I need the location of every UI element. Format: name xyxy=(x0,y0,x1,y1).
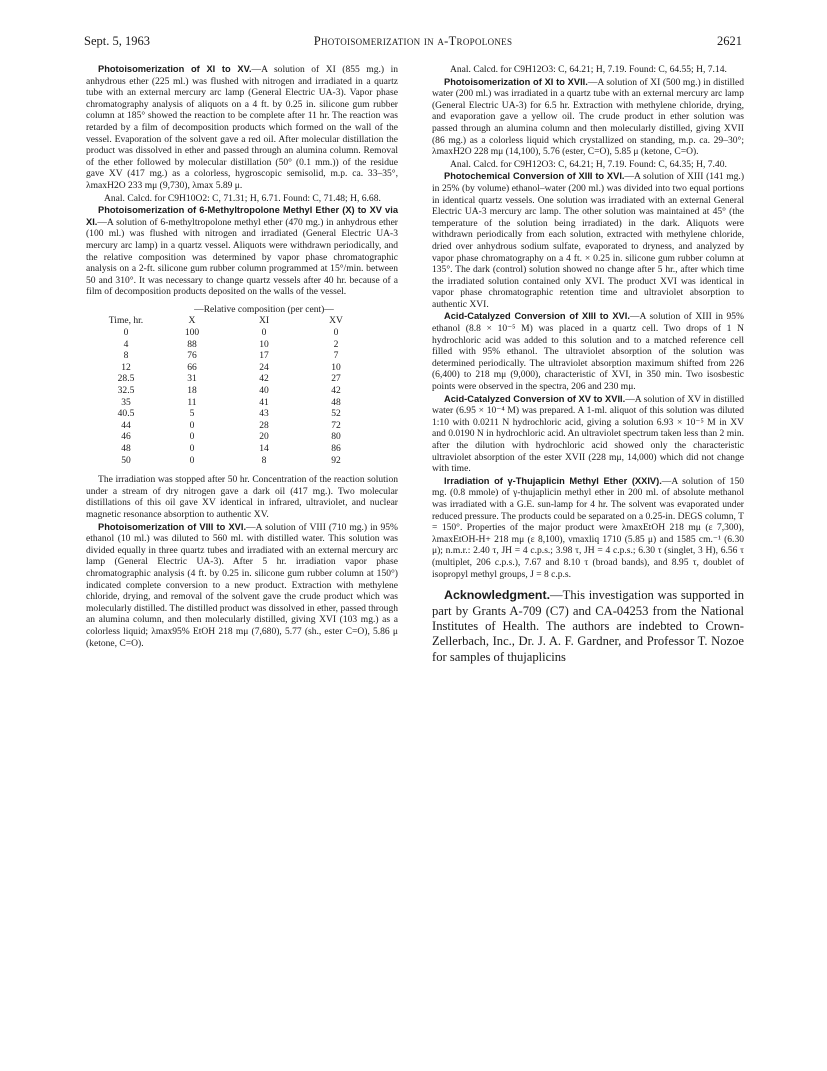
paragraph-body: —A solution of VIII (710 mg.) in 95% ethanol (10 ml.) was diluted to 560 ml. with distilled water. This solution was divided equally in three quartz tubes and irradiated with an external mercury arc lamp (General Electric UA-3). After 5 hr. irradiation vapor phase chromatographic analysis (4 ft. by 0.25 in. silicone gum rubber column at 150°) indicated complete conversion to a new product. Extraction with methylene chloride, drying, and removal of the solvent gave the crude product which was molecularly distilled. The distilled product was dissolved in ether, passed through an alumina column, and then molecularly distilled, giving XVI (103 mg.) as a colorless liquid; λmax95% EtOH 218 mμ (7,680), 5.77 (sh., ester C=O), 5.86 μ (ketone, C=O). xyxy=(86,521,398,649)
paragraph-body: —A solution of XI (500 mg.) in distilled water (200 ml.) was irradiated in a quartz tube with an external mercury arc lamp (General Electric UA-3) for 6.5 hr. Extraction with methylene chloride, drying, and evaporation gave a yellow oil. The crude product in ether solution was passed through an alumina column and then molecularly distilled, giving XVII (86 mg.) as a colorless liquid which crystallized on standing, m.p. ca. 29–30°; λmaxH2O 228 mμ (14,100), 5.76 (ester, C=O), 5.85 μ (ketone, C=O). xyxy=(432,76,744,158)
section-heading: Acid-Catalyzed Conversion of XIII to XVI. xyxy=(444,311,630,322)
running-header xyxy=(84,34,742,50)
table-cell: 44 xyxy=(121,419,131,431)
paragraph-xi-to-xvii xyxy=(432,77,744,158)
paragraph-xiii-to-xvi-photochemical xyxy=(432,171,744,310)
table-cell: 43 xyxy=(259,408,269,420)
table-cell: 46 xyxy=(121,431,131,443)
table-header: Time, hr. xyxy=(108,315,144,327)
table-cell: 0 xyxy=(333,327,339,339)
table-cell: 86 xyxy=(331,443,341,454)
header-page-number: 2621 xyxy=(717,34,742,48)
table-cell: 42 xyxy=(331,385,341,397)
table-header: X xyxy=(188,315,196,327)
table-cell: 0 xyxy=(189,419,195,431)
table-cell: 20 xyxy=(259,431,269,443)
table-cell: 11 xyxy=(187,396,197,408)
right-column xyxy=(432,64,744,665)
composition-table xyxy=(96,304,372,466)
acknowledgment xyxy=(432,588,744,665)
table-row xyxy=(96,455,372,467)
table-cell: 5 xyxy=(189,408,195,420)
section-heading: Acid-Catalyzed Conversion of XV to XVII. xyxy=(444,393,626,404)
table-cell: 14 xyxy=(259,443,269,454)
table-row xyxy=(96,408,372,420)
table-cell: 4 xyxy=(123,338,129,350)
paragraph-body: —A solution of XIII in 95% ethanol (8.8 × 10⁻⁵ M) was placed in a quartz cell. Two drops of 1 N hydrochloric acid was added to this solution and to a matched reference cell filled with 95% ethanol. The ultraviolet absorption of the solution was determined periodically. The ultraviolet absorption maximum shifted from 226 (6,400) to 218 mμ (9,000), characteristic of XVI, in 350 min. Two isosbestic points were observed in the spectra, 206 and 230 mμ. xyxy=(432,311,744,393)
table-cell: 0 xyxy=(189,431,195,443)
table-row xyxy=(96,385,372,397)
table-row xyxy=(96,350,372,362)
table-cell: 50 xyxy=(121,454,131,466)
section-heading: Photoisomerization of 6-Methyltropolone Methyl Ether (X) to XV via XI. xyxy=(86,205,398,227)
left-column xyxy=(86,64,398,649)
paragraph-body: —A solution of XI (855 mg.) in anhydrous ether (225 ml.) was flushed with nitrogen and irradiated in a quartz tube with an external mercury arc lamp (General Electric UA-3). Vapor phase chromatography analysis of aliquots on a 4 ft. by 0.25 in. silicone gum rubber column at 185° showed the reaction to be complete after 11 hr. The reaction was retarded by a film of decomposition products which formed on the wall of the vessel. Evaporation of the solvent gave a red oil. After molecular distillation the product was dissolved in ether and passed through an alumina column. Removal of the ether followed by molecular distillation (50° (0.1 mm.)) of the residue gave XV (417 mg.) as a colorless, hygroscopic semisolid, m.p. ca. 33–35°, λmaxH2O 233 mμ (9,730), λmax 5.89 μ. xyxy=(86,64,398,191)
table-cell: 100 xyxy=(184,327,200,339)
table-cell: 28 xyxy=(259,419,269,431)
table-cell: 17 xyxy=(259,350,269,362)
table-cell: 31 xyxy=(187,373,197,385)
header-date: Sept. 5, 1963 xyxy=(84,34,150,48)
section-heading: Irradiation of γ-Thujaplicin Methyl Ether (XXIV). xyxy=(444,475,662,486)
paragraph-thujaplicin-irradiation xyxy=(432,476,744,580)
acknowledgment-body: —This investigation was supported in part by Grants A-709 (C7) and CA-04253 from the National Institutes of Health. The authors are indebted to Crown-Zellerbach, Inc., Dr. J. A. F. Gardner, and Professor T. Nozoe for samples of thujaplicins xyxy=(432,588,744,664)
table-cell: 88 xyxy=(187,338,197,350)
table-cell: 8 xyxy=(123,350,129,362)
table-cell: 35 xyxy=(121,396,131,408)
section-heading: Photoisomerization of XI to XVII. xyxy=(444,76,588,87)
paragraph-irradiation-stopped: The irradiation was stopped after 50 hr. Concentration of the reaction solution under a stream of dry nitrogen gave a dark oil (417 mg.). Two molecular distillations of this oil gave XV identical in infrared, ultraviolet, and nuclear magnetic resonance absorption to authentic XV. xyxy=(86,474,398,520)
table-cell: 42 xyxy=(259,373,269,385)
section-heading: Photochemical Conversion of XIII to XVI. xyxy=(444,171,625,182)
paragraph-body: —A solution of 6-methyltropolone methyl ether (470 mg.) in anhydrous ether (100 ml.) was flushed with nitrogen and irradiated (General Electric UA-3 mercury arc lamp) in a quartz vessel. Aliquots were withdrawn periodically, and the relative composition was determined by vapor phase chromatographic analysis on a 2-ft. silicone gum rubber column programmed at 15°/min. between 50 and 310°. It was necessary to change quartz vessels after 40 hr. because of a film of decomposition products deposited on the walls of the vessel. xyxy=(86,216,398,298)
section-heading: Photoisomerization of VIII to XVI. xyxy=(98,521,247,532)
paragraph-xi-to-xv xyxy=(86,64,398,192)
paragraph-viii-to-xvi xyxy=(86,522,398,650)
section-heading: Photoisomerization of XI to XV. xyxy=(98,64,252,74)
table-cell: 40 xyxy=(259,385,269,397)
acknowledgment-heading: Acknowledgment. xyxy=(444,588,551,603)
table-cell: 2 xyxy=(333,338,339,350)
table-cell: 66 xyxy=(187,361,197,373)
table-cell: 0 xyxy=(123,327,129,339)
table-header: XI xyxy=(258,315,270,327)
analysis-line: Anal. Calcd. for C9H12O3: C, 64.21; H, 7.19. Found: C, 64.35; H, 7.40. xyxy=(450,158,727,170)
paragraph-body: —A solution of 150 mg. (0.8 mmole) of γ-thujaplicin methyl ether in 200 ml. of absolute methanol was irradiated with a G.E. sun-lamp for 4 hr. The solvent was evaporated under reduced pressure. The products could be separated on a 0.25-in. DEGS column, T = 150°. Properties of the major product were λmaxEtOH 218 mμ (ε 7,300), λmaxEtOH-H+ 218 mμ (ε 8,100), νmaxliq 1710 (5.85 μ) and 1585 cm.⁻¹ (6.30 μ); n.m.r.: 2.40 τ, JH = 4 c.p.s.; 3.98 τ, JH = 4 c.p.s.; 6.30 τ (singlet, 3 H), 6.56 τ (multiplet, 206 c.p.s.), 7.67 and 8.10 τ (broad bands), and 8.95 τ, doublet of isopropyl methyl groups, J = 8 c.p.s. xyxy=(432,475,744,580)
table-cell: 72 xyxy=(331,419,341,431)
table-group-header: —Relative composition (per cent)— xyxy=(194,303,334,315)
table-row xyxy=(96,327,372,339)
header-title: Photoisomerization in α-Tropolones xyxy=(313,34,513,48)
table-row xyxy=(96,397,372,409)
table-cell: 40.5 xyxy=(117,408,135,420)
table-cell: 24 xyxy=(259,361,269,373)
table-cell: 7 xyxy=(333,350,339,362)
table-cell: 8 xyxy=(261,454,267,466)
paragraph-body: —A solution of XIII (141 mg.) in 25% (by volume) ethanol–water (200 ml.) was divided into two equal portions in identical quartz vessels. One solution was irradiated with an external General Electric UA-3 mercury arc lamp. The other solution was maintained at 45° (the temperature of the solution being irradiated) in the dark. Aliquots were withdrawn periodically from each solution, extracted with methylene chloride, dried over anhydrous sodium sulfate, evaporated to dryness, and analyzed by vapor phase chromatography on a 4 ft. × 0.25 in. silicone gum rubber column at 135°. The dark (control) solution showed no change after 5 hr., after which time the irradiated solution contained only XVI. The product XVI was identical in vapor phase chromatographic retention time and ultraviolet absorption to authentic XVI. xyxy=(432,171,744,310)
table-header: XV xyxy=(329,315,343,327)
table-cell: 48 xyxy=(121,443,131,454)
table-cell: 0 xyxy=(189,454,195,466)
table-cell: 10 xyxy=(331,361,341,373)
table-row xyxy=(96,420,372,432)
table-cell: 76 xyxy=(187,350,197,362)
paragraph-xiii-to-xvi-acid xyxy=(432,311,744,392)
table-cell: 80 xyxy=(331,431,341,443)
analysis-line: Anal. Calcd. for C9H12O3: C, 64.21; H, 7.19. Found: C, 64.55; H, 7.14. xyxy=(450,64,727,75)
table-cell: 28.5 xyxy=(117,373,135,385)
table-cell: 92 xyxy=(331,454,341,466)
paragraph-body: —A solution of XV in distilled water (6.95 × 10⁻⁴ M) was prepared. A 1-ml. aliquot of this solution was diluted 1:10 with 0.0211 N hydrochloric acid, giving a solution 6.93 × 10⁻⁵ M in XV and 0.0190 N in hydrochloric acid. An ultraviolet spectrum taken less than 2 min. after the dilution with hydrochloric acid showed only the characteristic ultraviolet absorption of the ester XVII (228 mμ, 14,000) which did not change with time. xyxy=(432,393,744,475)
table-cell: 27 xyxy=(331,373,341,385)
table-body xyxy=(96,327,372,466)
table-cell: 0 xyxy=(261,327,267,339)
paragraph-xv-to-xvii-acid xyxy=(432,394,744,475)
table-cell: 12 xyxy=(121,361,131,373)
table-row xyxy=(96,339,372,351)
table-row xyxy=(96,431,372,443)
table-cell: 18 xyxy=(187,385,197,397)
table-cell: 10 xyxy=(259,338,269,350)
table-cell: 0 xyxy=(189,443,195,454)
paragraph-x-to-xv xyxy=(86,205,398,298)
analysis-line: Anal. Calcd. for C9H10O2: C, 71.31; H, 6.71. Found: C, 71.48; H, 6.68. xyxy=(104,192,381,204)
table-cell: 52 xyxy=(331,408,341,420)
table-row xyxy=(96,362,372,374)
table-row xyxy=(96,443,372,455)
table-cell: 41 xyxy=(259,396,269,408)
table-cell: 48 xyxy=(331,396,341,408)
table-header-row xyxy=(96,315,372,327)
table-row xyxy=(96,373,372,385)
table-cell: 32.5 xyxy=(117,385,135,397)
